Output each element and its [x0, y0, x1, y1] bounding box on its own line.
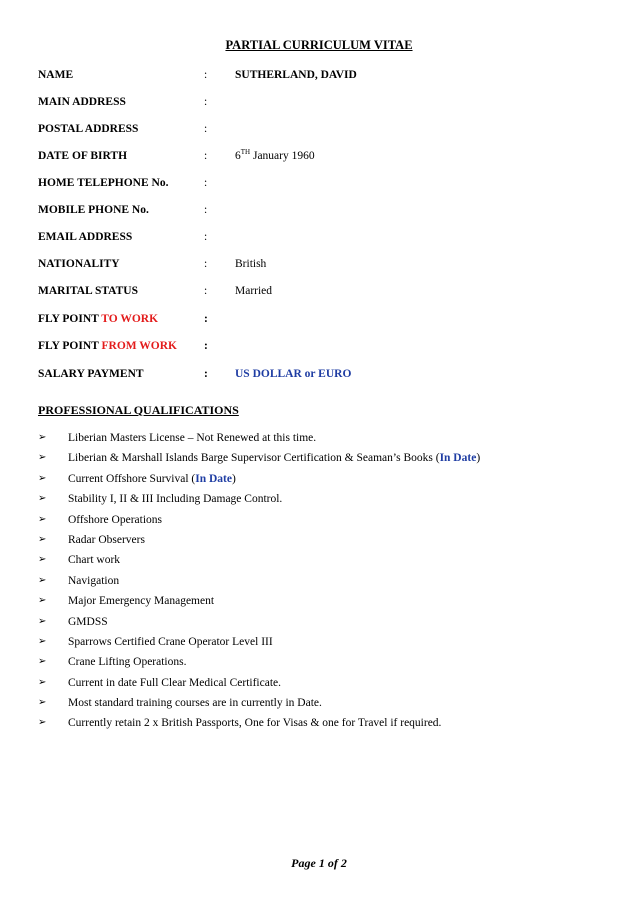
- qualification-text: [68, 713, 441, 733]
- in-date-highlight: In Date: [195, 472, 232, 485]
- arrow-bullet-icon: ➢: [38, 635, 47, 647]
- qualification-item: [38, 632, 618, 652]
- arrow-bullet-icon: ➢: [38, 472, 47, 484]
- page-number: Page 1 of 2: [291, 856, 347, 870]
- arrow-bullet-icon: ➢: [38, 452, 47, 464]
- arrow-bullet-icon: ➢: [38, 432, 47, 443]
- qualification-text: [68, 469, 236, 489]
- qualification-text-main: Chart work: [68, 554, 121, 567]
- qualification-text: [68, 693, 322, 713]
- qualification-text: [68, 428, 316, 448]
- field-row-nationality: [38, 255, 598, 273]
- field-row-home-telephone: [38, 174, 598, 192]
- qualification-item: [38, 448, 618, 468]
- qualification-text-main: Navigation: [68, 574, 120, 587]
- field-colon: :: [204, 340, 208, 352]
- qualification-text-main: Sparrows Certified Crane Operator Level III: [68, 635, 273, 648]
- arrow-bullet-icon: ➢: [38, 574, 47, 586]
- qualification-item: [38, 530, 618, 550]
- field-row-date-of-birth: [38, 147, 598, 165]
- qualification-text-after: ): [476, 452, 481, 465]
- qualification-text: [68, 510, 162, 530]
- field-label-name: NAME: [38, 69, 74, 81]
- qualification-text-main: Stability I, II & III Including Damage Control.: [68, 493, 283, 506]
- field-row-marital-status: [38, 282, 598, 300]
- arrow-bullet-icon: ➢: [38, 595, 47, 607]
- qualifications-heading: PROFESSIONAL QUALIFICATIONS: [38, 403, 239, 417]
- qualification-text-after: ): [231, 472, 236, 485]
- fly-point-from-prefix: FLY POINT: [38, 340, 102, 352]
- qualification-text-main: Liberian & Marshall Islands Barge Supervisor Certification & Seaman’s Books (: [68, 452, 440, 465]
- qualification-text: [68, 632, 273, 652]
- field-value-marital-status: Married: [235, 285, 273, 297]
- field-row-main-address: [38, 93, 598, 111]
- arrow-bullet-icon: ➢: [38, 676, 47, 688]
- field-colon: :: [204, 96, 208, 108]
- qualification-item: [38, 612, 618, 632]
- field-colon: :: [204, 285, 208, 297]
- qualification-item: [38, 673, 618, 693]
- field-colon: :: [204, 69, 208, 81]
- field-label-home-telephone: HOME TELEPHONE No.: [38, 177, 169, 189]
- qualification-item: [38, 713, 618, 733]
- qualification-text: [68, 489, 282, 509]
- dob-suffix: TH: [240, 148, 251, 156]
- field-value-nationality: British: [235, 258, 267, 270]
- field-colon: :: [204, 231, 208, 243]
- fly-point-from-highlight: FROM WORK: [101, 340, 177, 352]
- field-value-name: SUTHERLAND, DAVID: [235, 69, 357, 81]
- field-label-fly-point-to-work: [38, 310, 158, 328]
- arrow-bullet-icon: ➢: [38, 533, 47, 545]
- qualification-item: [38, 591, 618, 611]
- document-title: PARTIAL CURRICULUM VITAE: [225, 38, 413, 52]
- field-row-email-address: [38, 228, 598, 246]
- arrow-bullet-icon: ➢: [38, 717, 47, 729]
- qualification-text-main: Most standard training courses are in currently in Date.: [68, 697, 322, 710]
- qualification-text-main: Current Offshore Survival (: [68, 472, 196, 485]
- arrow-bullet-icon: ➢: [38, 493, 47, 505]
- qualification-text: [68, 673, 281, 693]
- field-colon: :: [204, 258, 208, 270]
- qualification-text: [68, 550, 120, 570]
- qualification-text-main: GMDSS: [68, 615, 108, 628]
- qualification-item: [38, 693, 618, 713]
- field-label-postal-address: POSTAL ADDRESS: [38, 123, 139, 135]
- qualification-text-main: Radar Observers: [68, 533, 145, 546]
- field-row-salary-payment: [38, 365, 598, 383]
- qualification-text: [68, 530, 145, 550]
- field-label-marital-status: MARITAL STATUS: [38, 285, 139, 297]
- field-value-date-of-birth: [235, 147, 315, 165]
- qualification-text: [68, 448, 480, 468]
- in-date-highlight: In Date: [439, 452, 477, 465]
- arrow-bullet-icon: ➢: [38, 697, 47, 709]
- arrow-bullet-icon: ➢: [38, 554, 47, 566]
- field-row-mobile-phone: [38, 201, 598, 219]
- qualification-text-main: Current in date Full Clear Medical Certificate.: [68, 676, 281, 689]
- field-colon: :: [204, 150, 208, 162]
- qualification-text-main: Crane Lifting Operations.: [68, 656, 187, 669]
- field-value-salary-payment: US DOLLAR or EURO: [235, 368, 352, 380]
- field-label-nationality: NATIONALITY: [38, 258, 120, 270]
- dob-day: 6: [235, 150, 241, 162]
- arrow-bullet-icon: ➢: [38, 656, 47, 668]
- arrow-bullet-icon: ➢: [38, 513, 47, 525]
- field-row-name: [38, 66, 598, 84]
- qualification-text: [68, 652, 186, 672]
- field-label-date-of-birth: DATE OF BIRTH: [38, 150, 128, 162]
- qualification-item: [38, 571, 618, 591]
- field-label-mobile-phone: MOBILE PHONE No.: [38, 204, 149, 216]
- field-label-salary-payment: SALARY PAYMENT: [38, 368, 144, 380]
- field-colon: :: [204, 313, 208, 325]
- field-row-fly-point-to-work: [38, 310, 598, 328]
- field-colon: :: [204, 368, 208, 380]
- field-colon: :: [204, 177, 208, 189]
- field-row-postal-address: [38, 120, 598, 138]
- qualification-item: [38, 469, 618, 489]
- qualification-text: [68, 612, 108, 632]
- qualification-text: [68, 591, 214, 611]
- qualification-item: [38, 428, 618, 448]
- field-label-fly-point-from-work: [38, 337, 177, 355]
- fly-point-to-highlight: TO WORK: [101, 313, 159, 325]
- qualifications-list: [38, 428, 618, 734]
- qualification-item: [38, 510, 618, 530]
- qualification-item: [38, 489, 618, 509]
- field-row-fly-point-from-work: [38, 337, 598, 355]
- field-label-email-address: EMAIL ADDRESS: [38, 231, 133, 243]
- field-label-main-address: MAIN ADDRESS: [38, 96, 126, 108]
- qualification-text-main: Currently retain 2 x British Passports, One for Visas & one for Travel if required.: [68, 717, 442, 730]
- fly-point-to-prefix: FLY POINT: [38, 313, 102, 325]
- field-colon: :: [204, 204, 208, 216]
- qualification-item: [38, 550, 618, 570]
- arrow-bullet-icon: ➢: [38, 615, 47, 627]
- dob-rest: January 1960: [250, 150, 315, 162]
- qualification-text-main: Liberian Masters License – Not Renewed at this time.: [68, 432, 317, 444]
- qualification-text: [68, 571, 119, 591]
- qualification-text-main: Offshore Operations: [68, 513, 162, 526]
- field-colon: :: [204, 123, 208, 135]
- qualification-text-main: Major Emergency Management: [68, 595, 215, 608]
- qualification-item: [38, 652, 618, 672]
